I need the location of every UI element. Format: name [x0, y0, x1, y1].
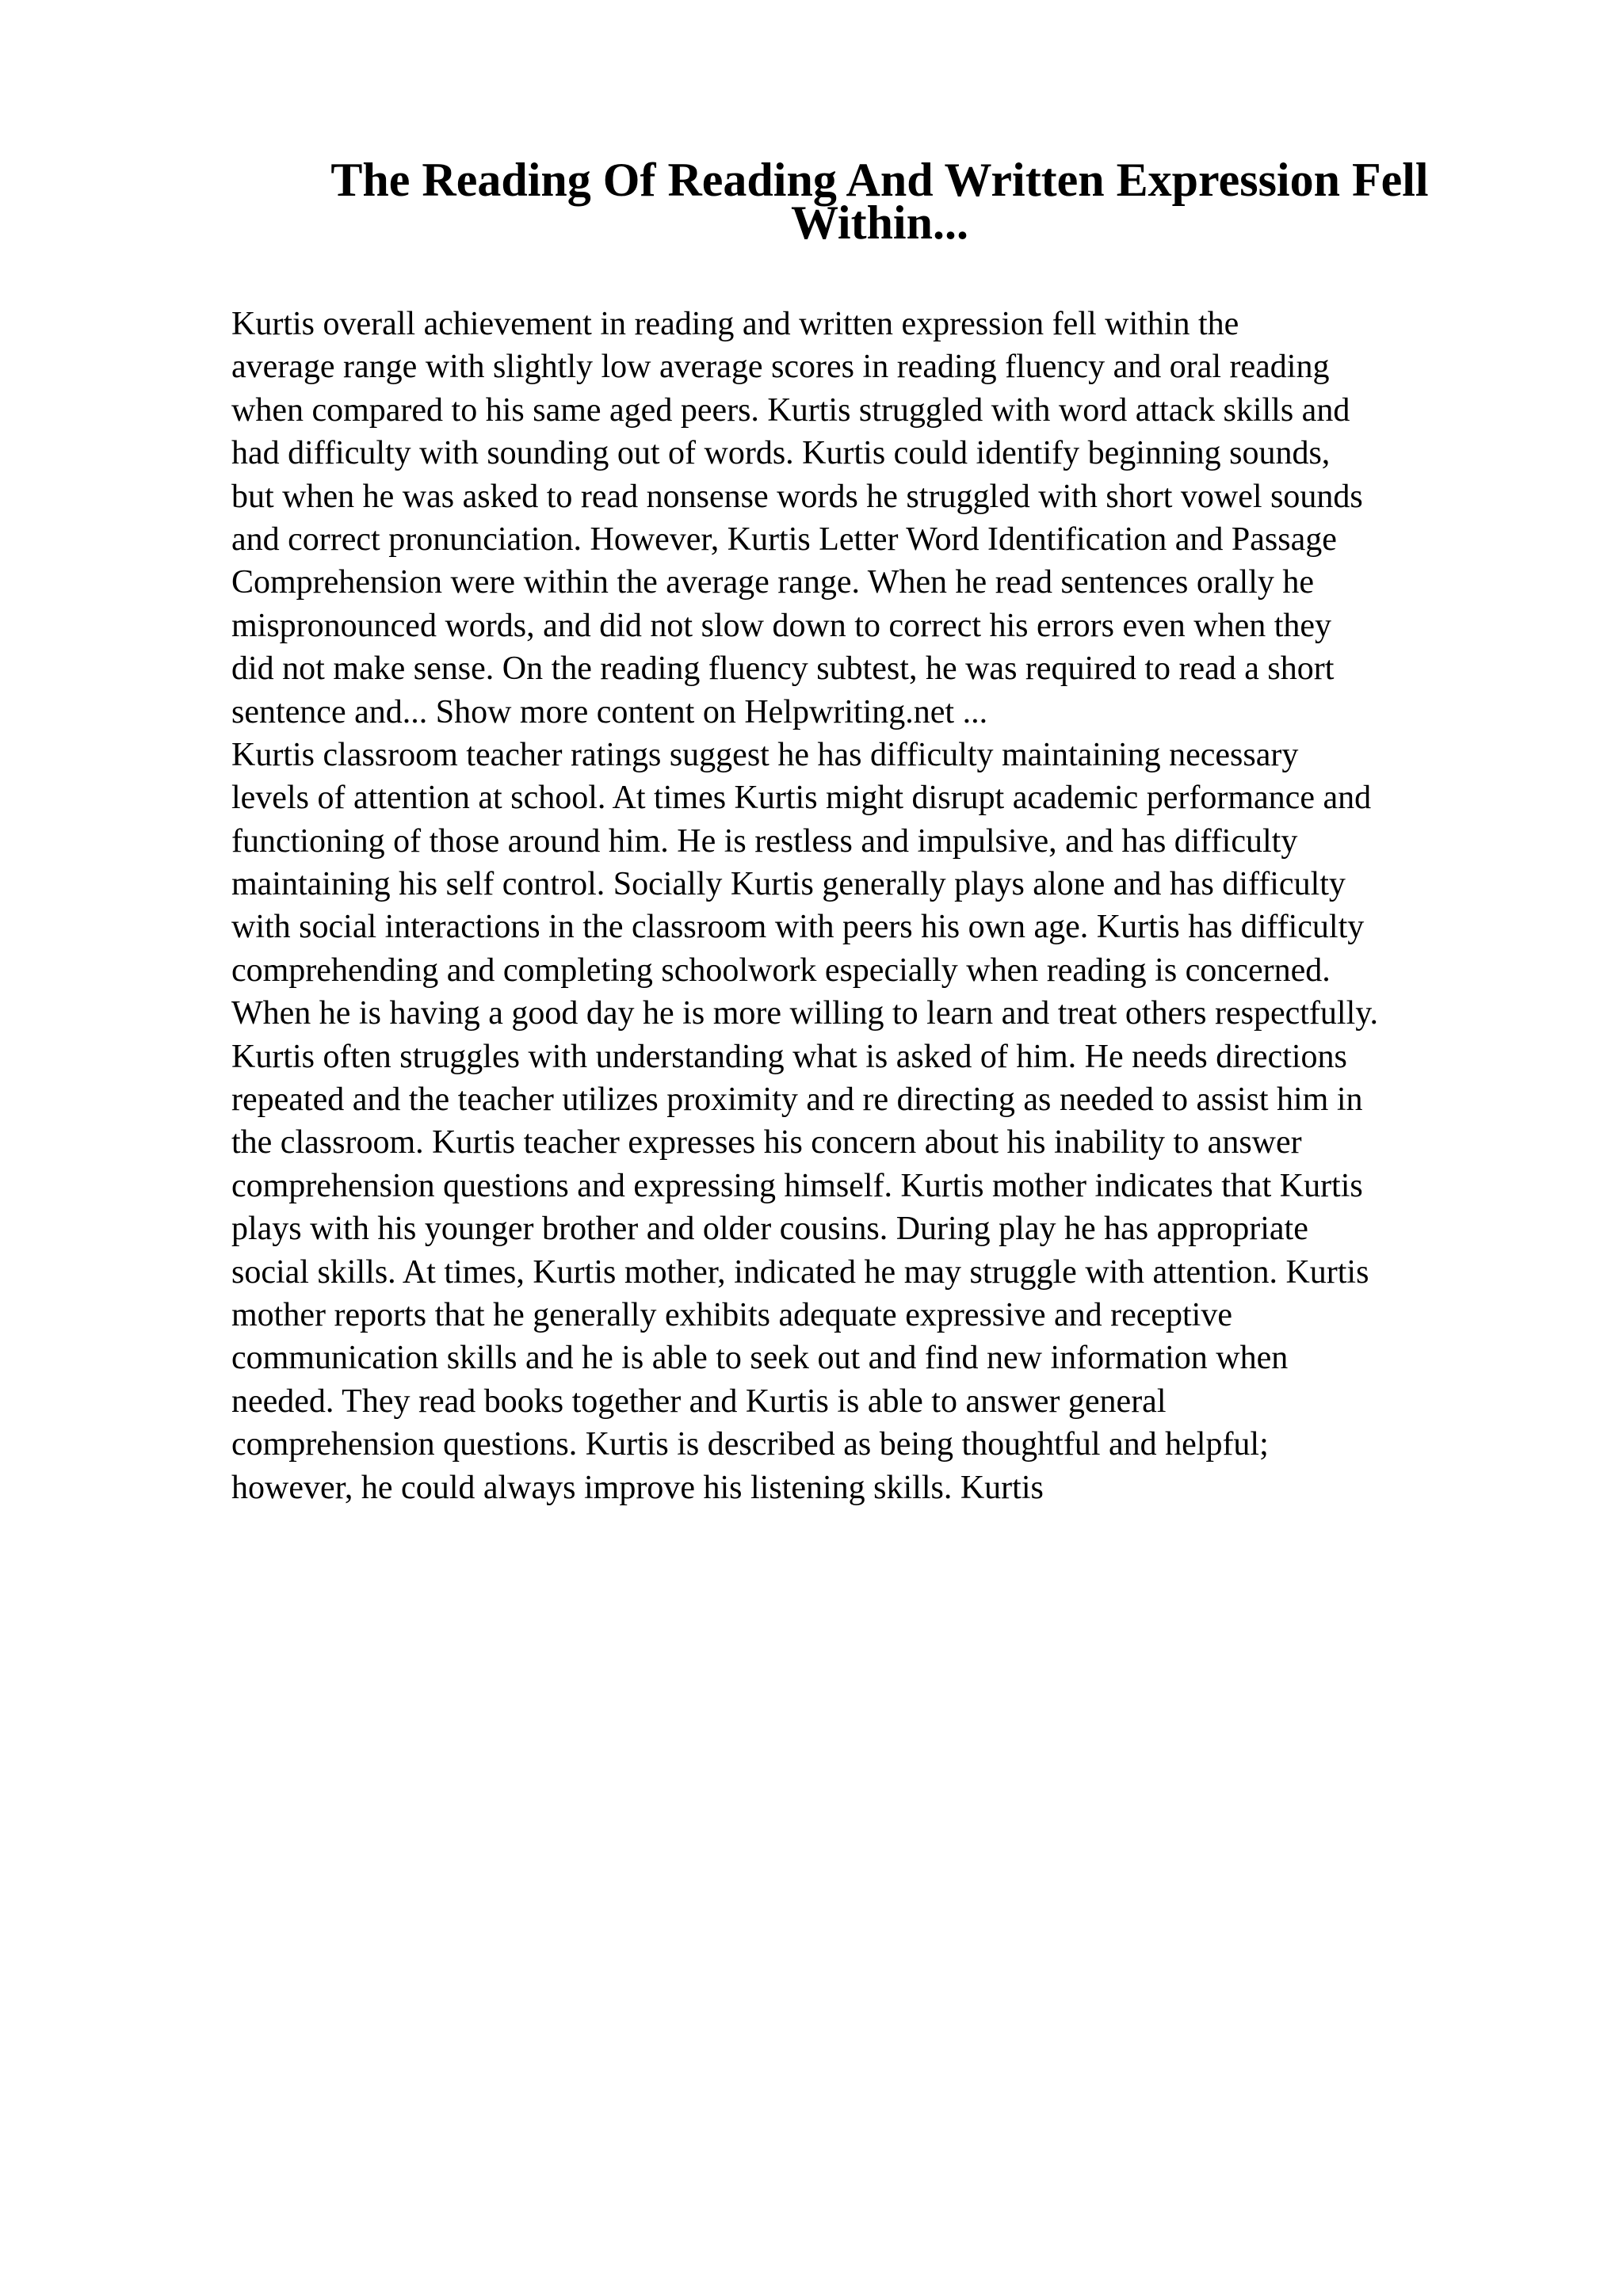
body-line: however, he could always improve his listening skills. Kurtis [231, 1469, 1044, 1506]
body-line: but when he was asked to read nonsense words he struggled with short vowel sounds [231, 478, 1363, 515]
document-title [262, 152, 1498, 250]
title-line: Within... [791, 196, 968, 250]
body-line: needed. They read books together and Kurtis is able to answer general [231, 1383, 1167, 1420]
body-line: mother reports that he generally exhibits adequate expressive and receptive [231, 1296, 1232, 1333]
body-line: and correct pronunciation. However, Kurtis Letter Word Identification and Passage [231, 521, 1337, 558]
body-line: comprehension questions and expressing himself. Kurtis mother indicates that Kurtis [231, 1167, 1363, 1204]
body-line: sentence and... Show more content on Helpwriting.net ... [231, 693, 988, 730]
body-line: Kurtis often struggles with understanding what is asked of him. He needs directions [231, 1038, 1347, 1075]
body-line: comprehending and completing schoolwork especially when reading is concerned. [231, 952, 1331, 989]
body-line: repeated and the teacher utilizes proximity and re directing as needed to assist him in [231, 1081, 1363, 1119]
body-line: the classroom. Kurtis teacher expresses his concern about his inability to answer [231, 1124, 1302, 1161]
body-line: average range with slightly low average scores in reading fluency and oral reading [231, 349, 1330, 386]
title-line: The Reading Of Reading And Written Expression Fell [330, 154, 1429, 206]
body-line: Kurtis classroom teacher ratings suggest he has difficulty maintaining necessary [231, 736, 1299, 773]
body-line: comprehension questions. Kurtis is described as being thoughtful and helpful; [231, 1426, 1269, 1463]
body-line: plays with his younger brother and older cousins. During play he has appropriate [231, 1211, 1308, 1248]
body-line: When he is having a good day he is more willing to learn and treat others respectfully. [231, 995, 1379, 1032]
body-line: social skills. At times, Kurtis mother, indicated he may struggle with attention. Kurtis [231, 1253, 1369, 1291]
body-line: did not make sense. On the reading fluency subtest, he was required to read a short [231, 650, 1335, 688]
body-line: Kurtis overall achievement in reading and written expression fell within the [231, 306, 1239, 342]
body-line: communication skills and he is able to seek out and find new information when [231, 1340, 1289, 1377]
document-body [231, 303, 1515, 1509]
body-line: maintaining his self control. Socially Kurtis generally plays alone and has difficulty [231, 866, 1346, 903]
body-line: had difficulty with sounding out of words. Kurtis could identify beginning sounds, [231, 435, 1331, 472]
body-line: when compared to his same aged peers. Kurtis struggled with word attack skills and [231, 391, 1350, 429]
body-line: mispronounced words, and did not slow down to correct his errors even when they [231, 607, 1332, 644]
body-line: with social interactions in the classroom with peers his own age. Kurtis has difficulty [231, 909, 1365, 946]
body-line: Comprehension were within the average range. When he read sentences orally he [231, 564, 1315, 601]
body-line: functioning of those around him. He is restless and impulsive, and has difficulty [231, 822, 1298, 860]
body-line: levels of attention at school. At times Kurtis might disrupt academic performance and [231, 780, 1372, 817]
